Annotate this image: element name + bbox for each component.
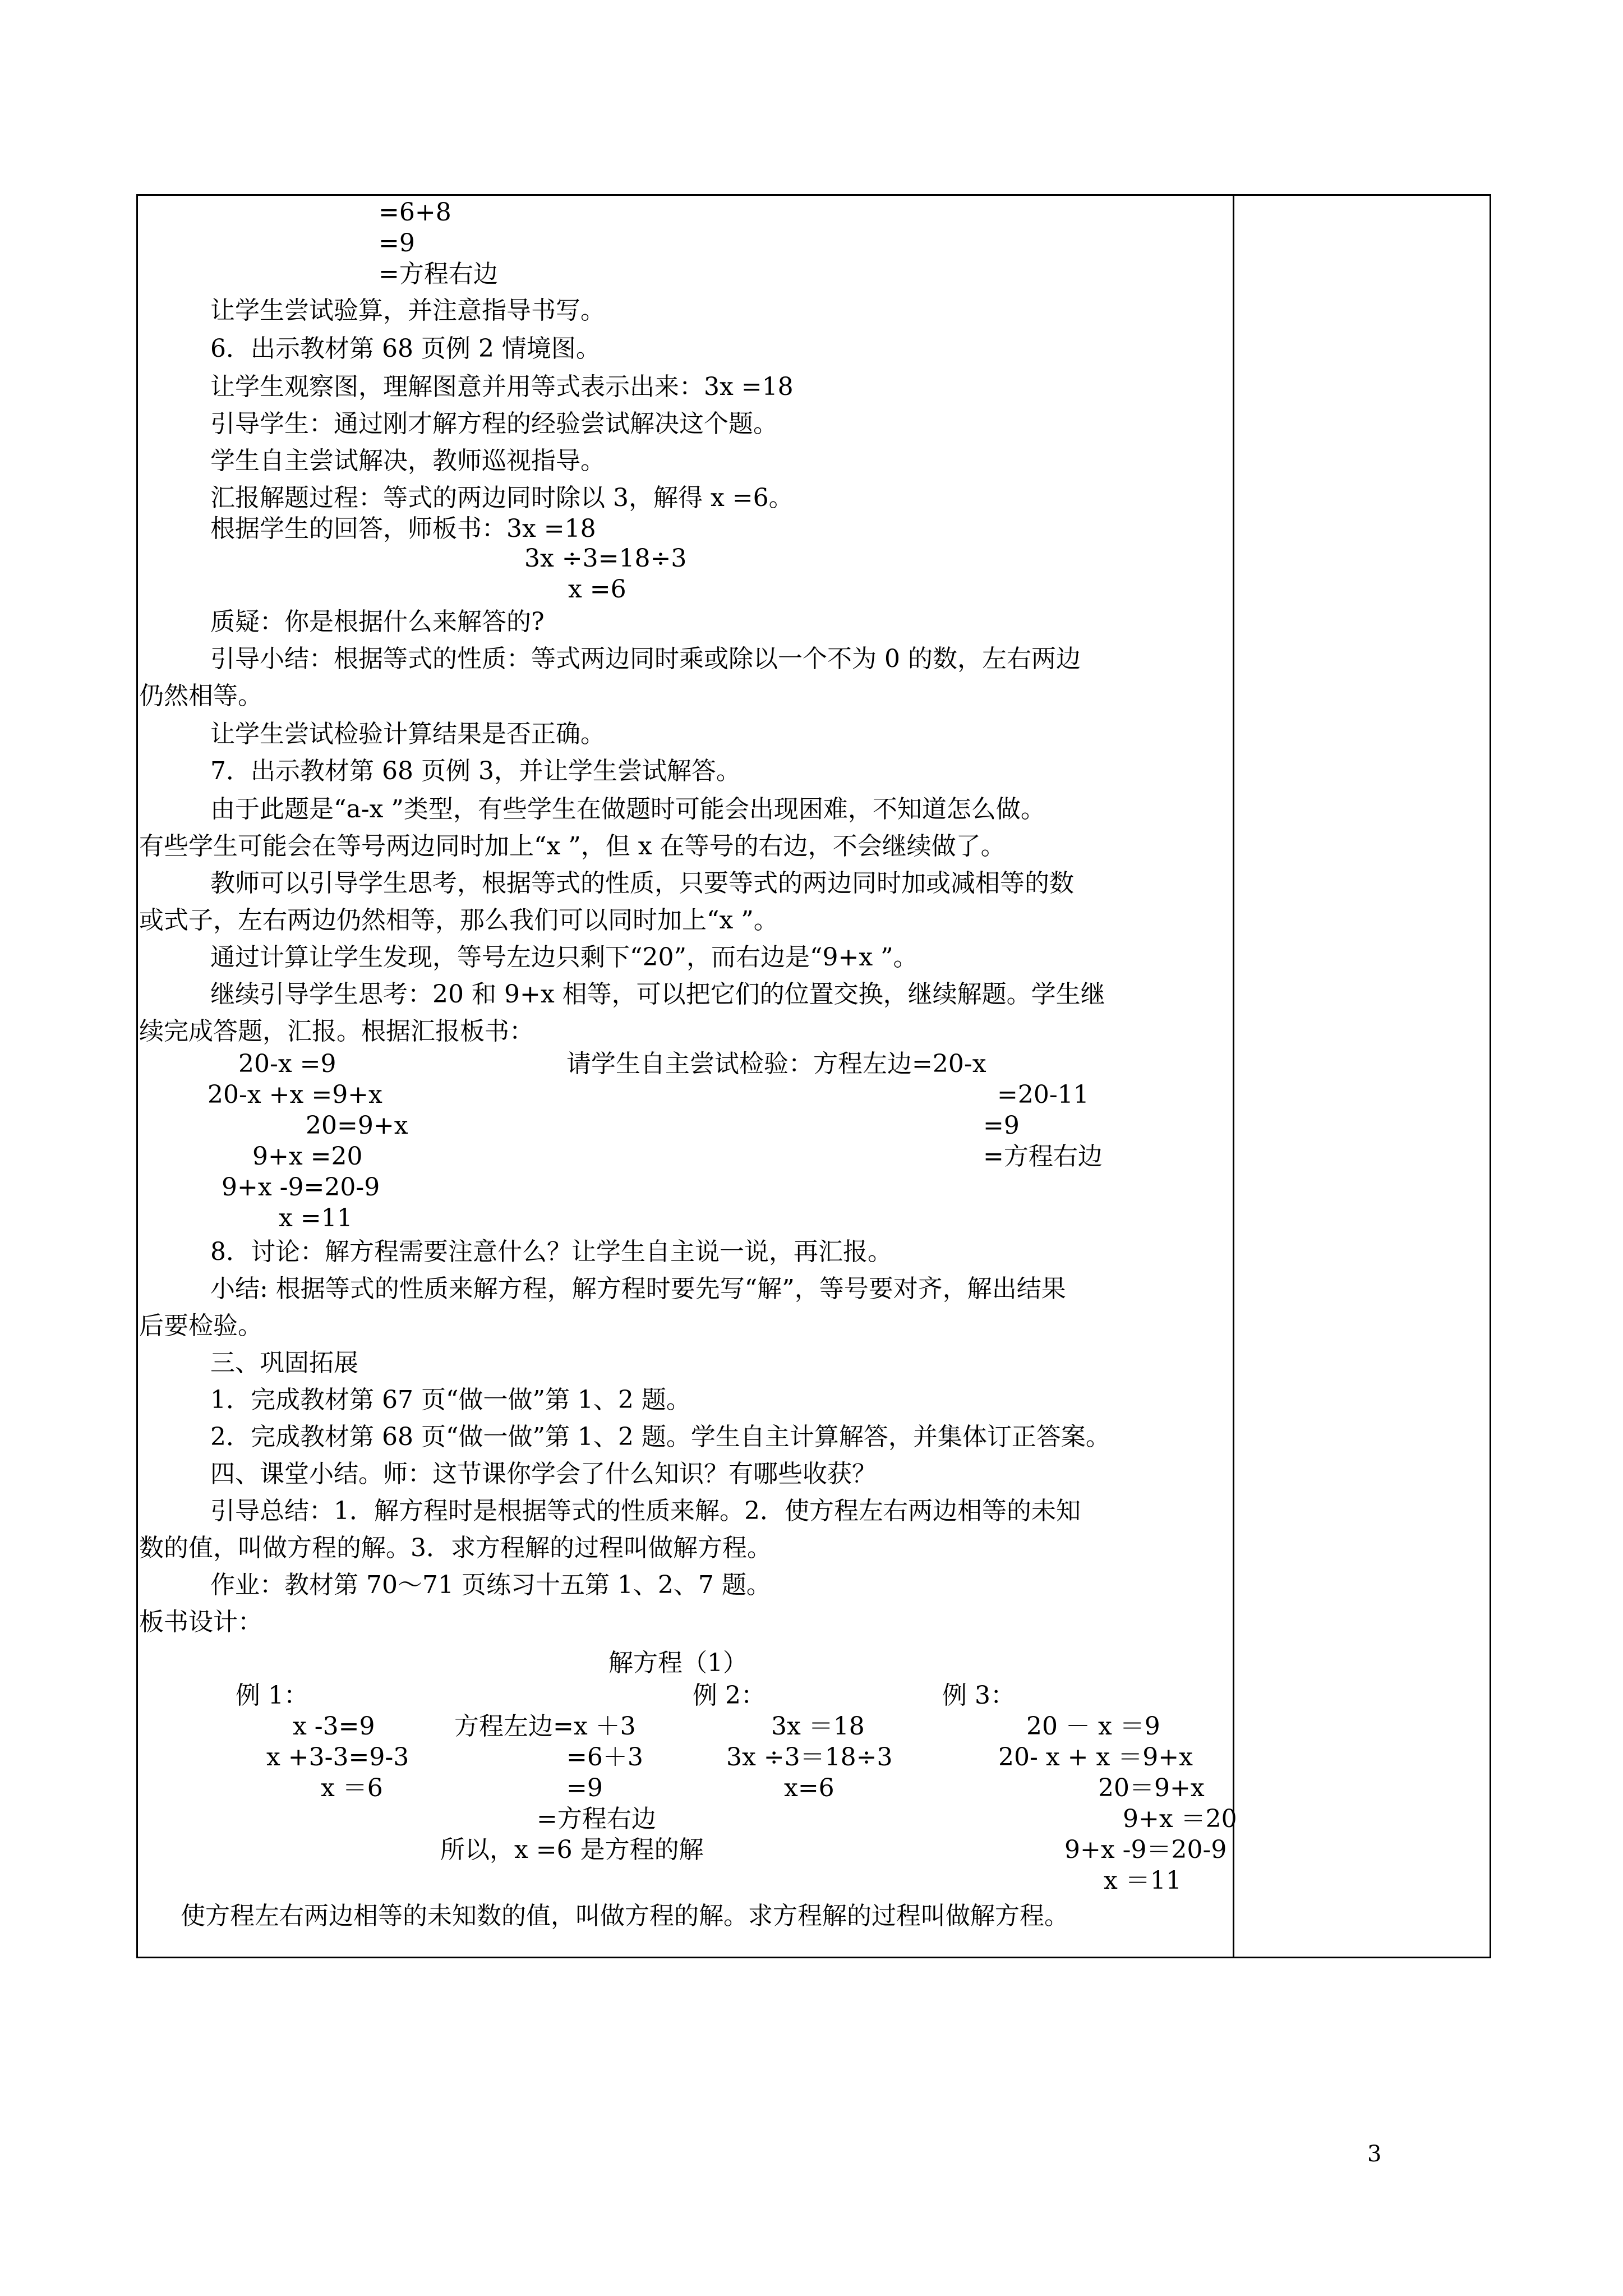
text-line: 2．完成教材第 68 页“做一做”第 1、2 题。学生自主计算解答，并集体订正答案。: [210, 1423, 1110, 1451]
text-line: 8．讨论：解方程需要注意什么？让学生自主说一说，再汇报。: [210, 1237, 892, 1266]
text-line: 9+x -9=20-9: [222, 1173, 380, 1202]
text-line: 作业：教材第 70～71 页练习十五第 1、2、7 题。: [210, 1571, 771, 1599]
text-line: 引导总结：1．解方程时是根据等式的性质来解。2．使方程左右两边相等的未知: [210, 1497, 1081, 1525]
text-line: x=6: [784, 1774, 834, 1802]
text-line: =6＋3: [566, 1743, 643, 1772]
text-line: 三、巩固拓展: [210, 1349, 358, 1377]
text-line: 汇报解题过程：等式的两边同时除以 3，解得 x =6。: [210, 484, 794, 512]
text-line: =9: [379, 229, 415, 257]
text-line: 7．出示教材第 68 页例 3，并让学生尝试解答。: [210, 757, 741, 785]
text-line: 9+x ＝20: [1123, 1805, 1237, 1833]
text-line: 1．完成教材第 67 页“做一做”第 1、2 题。: [210, 1386, 691, 1414]
text-line: =6+8: [379, 198, 451, 227]
text-line: 所以，x =6 是方程的解: [440, 1835, 704, 1864]
text-line: 小结: 根据等式的性质来解方程，解方程时要先写“解”，等号要对齐，解出结果: [210, 1274, 1066, 1303]
text-line: 四、课堂小结。师：这节课你学会了什么知识？有哪些收获？: [210, 1460, 877, 1488]
text-line: 让学生尝试验算，并注意指导书写。: [210, 296, 605, 325]
text-line: 引导小结：根据等式的性质：等式两边同时乘或除以一个不为 0 的数，左右两边: [210, 645, 1081, 673]
text-line: 解方程（1）: [608, 1649, 748, 1677]
text-line: =9: [566, 1774, 603, 1802]
text-line: =方程右边: [983, 1142, 1103, 1171]
text-line: 请学生自主尝试检验：方程左边=20-x: [566, 1050, 986, 1078]
text-line: 根据学生的回答，师板书：3x =18: [210, 514, 596, 543]
text-line: 有些学生可能会在等号两边同时加上“x ”，但 x 在等号的右边，不会继续做了。: [139, 832, 1006, 861]
text-line: 6．出示教材第 68 页例 2 情境图。: [210, 334, 601, 363]
text-line: x +3-3=9-3: [266, 1743, 409, 1772]
text-line: 板书设计：: [139, 1608, 262, 1636]
text-line: 20-x =9: [238, 1050, 336, 1078]
text-line: 继续引导学生思考：20 和 9+x 相等，可以把它们的位置交换，继续解题。学生继: [210, 980, 1105, 1009]
text-line: 例 3：: [942, 1681, 1015, 1710]
text-line: =方程右边: [537, 1805, 656, 1833]
text-line: x ＝11: [1104, 1866, 1182, 1895]
text-line: 20-x +x =9+x: [208, 1080, 382, 1109]
text-line: 9+x -9＝20-9: [1064, 1835, 1227, 1864]
text-line: =方程右边: [379, 260, 498, 288]
text-line: 例 2：: [693, 1681, 766, 1710]
text-line: 仍然相等。: [139, 682, 262, 710]
text-line: 数的值，叫做方程的解。3．求方程解的过程叫做解方程。: [139, 1534, 772, 1562]
text-line: 或式子，左右两边仍然相等，那么我们可以同时加上“x ”。: [139, 906, 778, 935]
text-line: 3x ÷3=18÷3: [524, 544, 687, 573]
text-line: 后要检验。: [139, 1312, 262, 1340]
text-line: 教师可以引导学生思考，根据等式的性质，只要等式的两边同时加或减相等的数: [210, 869, 1074, 898]
text-line: 方程左边=x ＋3: [454, 1712, 636, 1741]
text-line: 20＝9+x: [1098, 1774, 1205, 1802]
text-line: x =6: [568, 575, 626, 604]
text-line: 20 － x ＝9: [1026, 1712, 1160, 1741]
text-line: 质疑：你是根据什么来解答的?: [210, 608, 545, 636]
text-line: 20=9+x: [306, 1111, 408, 1140]
text-line: =9: [983, 1111, 1020, 1140]
text-line: 引导学生：通过刚才解方程的经验尝试解决这个题。: [210, 409, 778, 438]
text-line: 学生自主尝试解决，教师巡视指导。: [210, 447, 605, 475]
text-line: 续完成答题，汇报。根据汇报板书：: [139, 1017, 534, 1046]
text-line: 9+x =20: [252, 1142, 363, 1171]
text-line: 由于此题是“a-x ”类型，有些学生在做题时可能会出现困难，不知道怎么做。: [210, 795, 1045, 823]
text-line: x ＝6: [321, 1774, 383, 1802]
text-line: 通过计算让学生发现，等号左边只剩下“20”，而右边是“9+x ”。: [210, 943, 918, 972]
text-line: 20- x + x ＝9+x: [998, 1743, 1193, 1772]
text-line: x =11: [279, 1204, 353, 1232]
text-line: 3x ＝18: [771, 1712, 865, 1741]
text-line: 3x ÷3＝18÷3: [726, 1743, 893, 1772]
text-line: x -3=9: [293, 1712, 375, 1741]
text-line: =20-11: [997, 1080, 1089, 1109]
table-column-divider: [1233, 194, 1234, 1958]
page-number: 3: [1367, 2141, 1382, 2167]
text-line: 使方程左右两边相等的未知数的值，叫做方程的解。求方程解的过程叫做解方程。: [181, 1902, 1069, 1930]
text-line: 让学生尝试检验计算结果是否正确。: [210, 720, 605, 748]
text-line: 例 1：: [236, 1681, 308, 1710]
text-line: 让学生观察图，理解图意并用等式表示出来：3x =18: [210, 372, 794, 401]
